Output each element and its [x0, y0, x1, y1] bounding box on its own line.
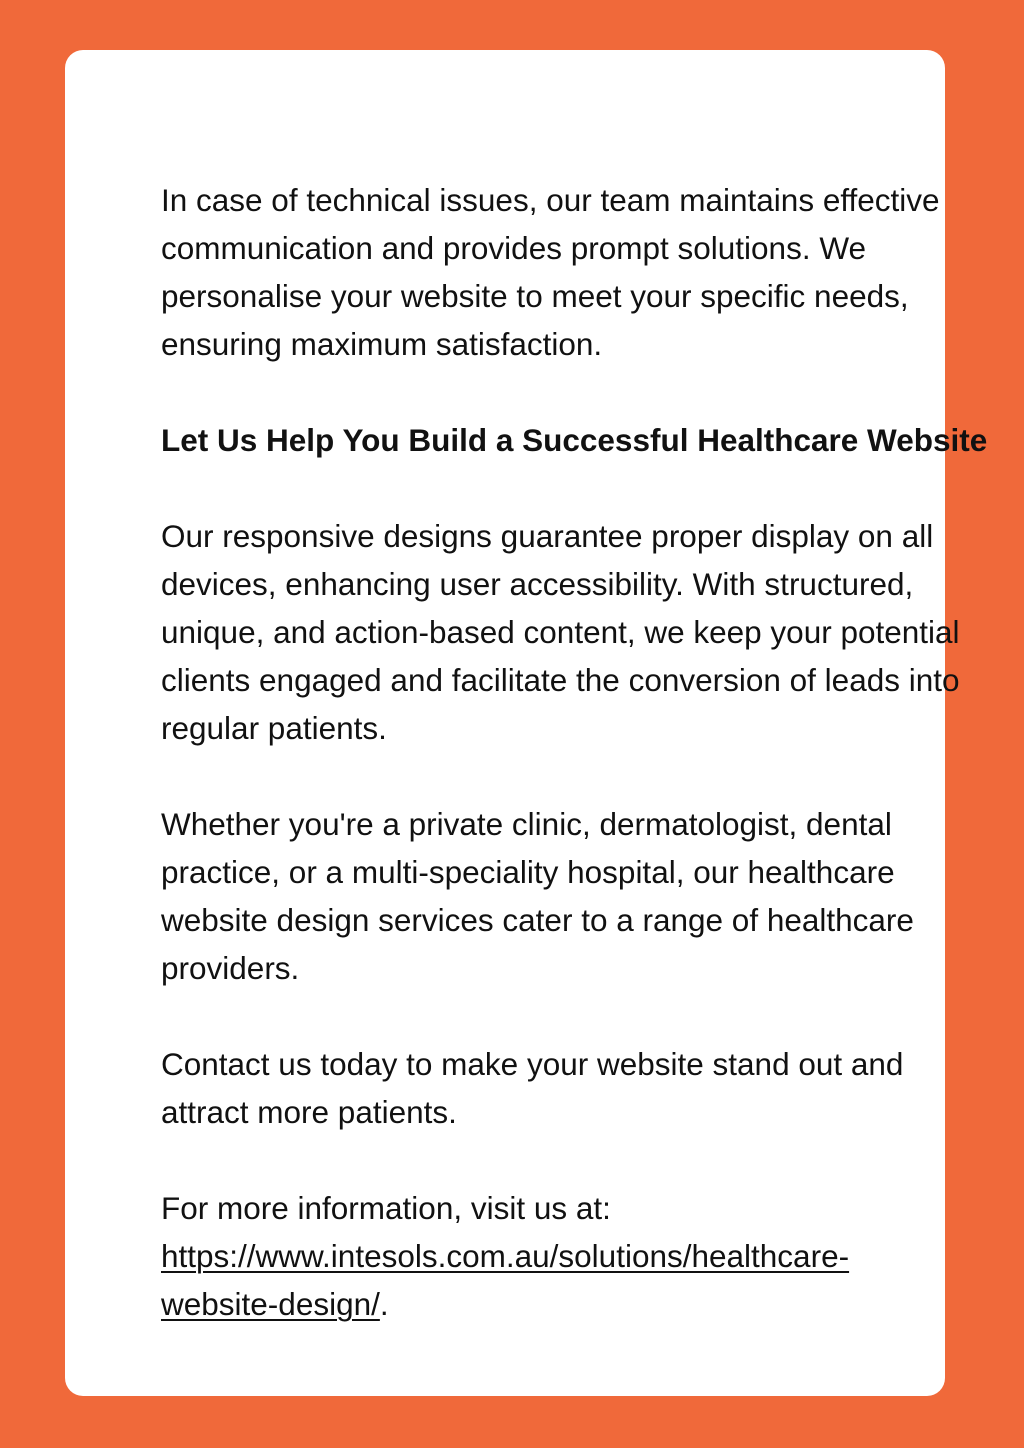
more-info-label: For more information, visit us at: [161, 1190, 611, 1226]
intro-paragraph: In case of technical issues, our team maintains effective communication and provides prompt solutions. We personalise your website to meet your specific needs, ensuring maximum satisfaction. [161, 182, 940, 362]
providers-paragraph: Whether you're a private clinic, dermatologist, dental practice, or a multi-speciality hospital, our healthcare website design services cater to a range of healthcare providers. [161, 806, 914, 986]
website-link-part-2[interactable]: website-design/ [161, 1286, 380, 1322]
contact-paragraph: Contact us today to make your website stand out and attract more patients. [161, 1046, 904, 1130]
document-body [161, 176, 991, 1328]
more-info-block [161, 1184, 991, 1328]
website-link-row-2 [161, 1280, 991, 1328]
website-link-part-1[interactable]: https://www.intesols.com.au/solutions/healthcare- [161, 1238, 850, 1274]
website-link-row [161, 1232, 991, 1280]
content-card [65, 50, 988, 1396]
section-heading: Let Us Help You Build a Successful Healthcare Website [161, 422, 988, 458]
link-trailing-period: . [379, 1286, 389, 1322]
responsive-design-paragraph: Our responsive designs guarantee proper display on all devices, enhancing user accessibility. With structured, unique, and action-based content, we keep your potential clients engaged and facilitate the conversion of leads into regular patients. [161, 518, 960, 746]
